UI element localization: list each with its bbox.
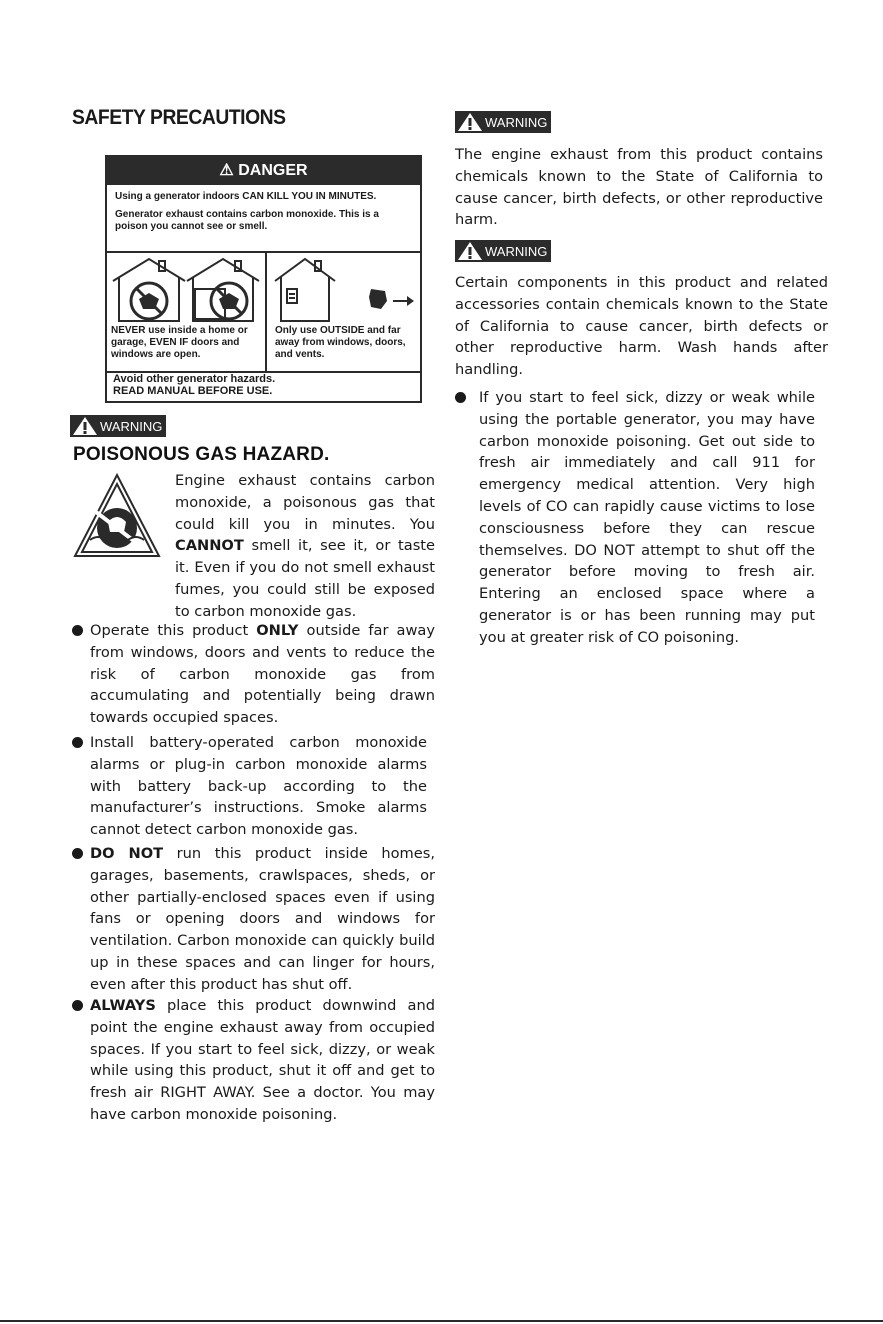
page-title: SAFETY PRECAUTIONS bbox=[72, 106, 286, 129]
warning-badge bbox=[70, 415, 166, 437]
no-generator-indoors-icon bbox=[111, 255, 261, 325]
warning-triangle-icon: ⚠ bbox=[219, 162, 234, 179]
warning-badge bbox=[455, 240, 551, 262]
list-item: If you start to feel sick, dizzy or weak while using the portable generator, you may have carbon monoxide poisoning. Get out side to fresh air immediately and call 911 for emergency medical attention. Very high levels of CO can rapidly cause victims to lose consciousness before they can rescue themselves. DO NOT attempt to shut off the generator before moving to fresh air. Entering an enclosed space where a generator is or has been running may put you at greater risk of CO poisoning. bbox=[455, 387, 815, 649]
danger-footer-1: Avoid other generator hazards. bbox=[113, 373, 276, 385]
right-caption: Only use OUTSIDE and far away from windows, doors, and vents. bbox=[275, 325, 406, 360]
warning-triangle-icon bbox=[457, 241, 483, 261]
bottom-rule bbox=[0, 1320, 883, 1322]
left-caption: NEVER use inside a home or garage, EVEN IF doors and windows are open. bbox=[111, 325, 248, 360]
list-item: Operate this product ONLY outside far away from windows, doors and vents to reduce the risk of carbon monoxide gas from accumulating and potentially being drawn towards occupied spaces. bbox=[72, 620, 435, 729]
california-warning-1: The engine exhaust from this product contains chemicals known to the State of California to cause cancer, birth defects, or other reproductive harm. bbox=[455, 146, 823, 229]
toxic-gas-hazard-icon bbox=[72, 472, 162, 560]
hazard-text: Engine exhaust contains carbon monoxide, a poisonous gas that could kill you in minutes. You CANNOT smell it, see it, or taste it. Even if you do not smell exhaust fumes, you could still be exposed to carbon monoxide gas. bbox=[175, 472, 435, 620]
warning-badge bbox=[455, 111, 551, 133]
warning-badge-text: WARNING bbox=[485, 243, 548, 259]
california-warning-2: Certain components in this product and related accessories contain chemicals known to the State of California to cause cancer, birth defects or other reproductive harm. Wash hands after handling. bbox=[455, 274, 828, 379]
warning-triangle-icon bbox=[72, 416, 98, 436]
danger-label bbox=[105, 155, 422, 403]
warning-badge-text: WARNING bbox=[100, 418, 163, 434]
list-item: DO NOT run this product inside homes, garages, basements, crawlspaces, sheds, or other partially-enclosed spaces even if using fans or opening doors and windows for ventilation. Carbon monoxide can quickly build up in these spaces and can linger for hours, even after this product has shut off. bbox=[72, 843, 435, 996]
danger-footer-2: READ MANUAL BEFORE USE. bbox=[113, 385, 273, 397]
list-item: Install battery-operated carbon monoxide alarms or plug-in carbon monoxide alarms with battery back-up according to the manufacturer’s instructions. Smoke alarms cannot detect carbon monoxide gas. bbox=[72, 732, 435, 841]
use-outside-icon bbox=[273, 255, 415, 325]
danger-line-2: Generator exhaust contains carbon monoxide. This is a poison you cannot see or smell. bbox=[115, 209, 379, 232]
danger-header-text: DANGER bbox=[238, 162, 308, 179]
warning-badge-text: WARNING bbox=[485, 114, 548, 130]
hazard-heading: POISONOUS GAS HAZARD. bbox=[73, 444, 330, 465]
list-item: ALWAYS place this product downwind and point the engine exhaust away from occupied spaces. If you start to feel sick, dizzy, or weak while using this product, shut it off and get to fresh air RIGHT AWAY. See a doctor. You may have carbon monoxide poisoning. bbox=[72, 995, 435, 1126]
warning-triangle-icon bbox=[457, 112, 483, 132]
danger-line-1: Using a generator indoors CAN KILL YOU IN MINUTES. bbox=[115, 191, 377, 202]
danger-header bbox=[107, 157, 420, 185]
